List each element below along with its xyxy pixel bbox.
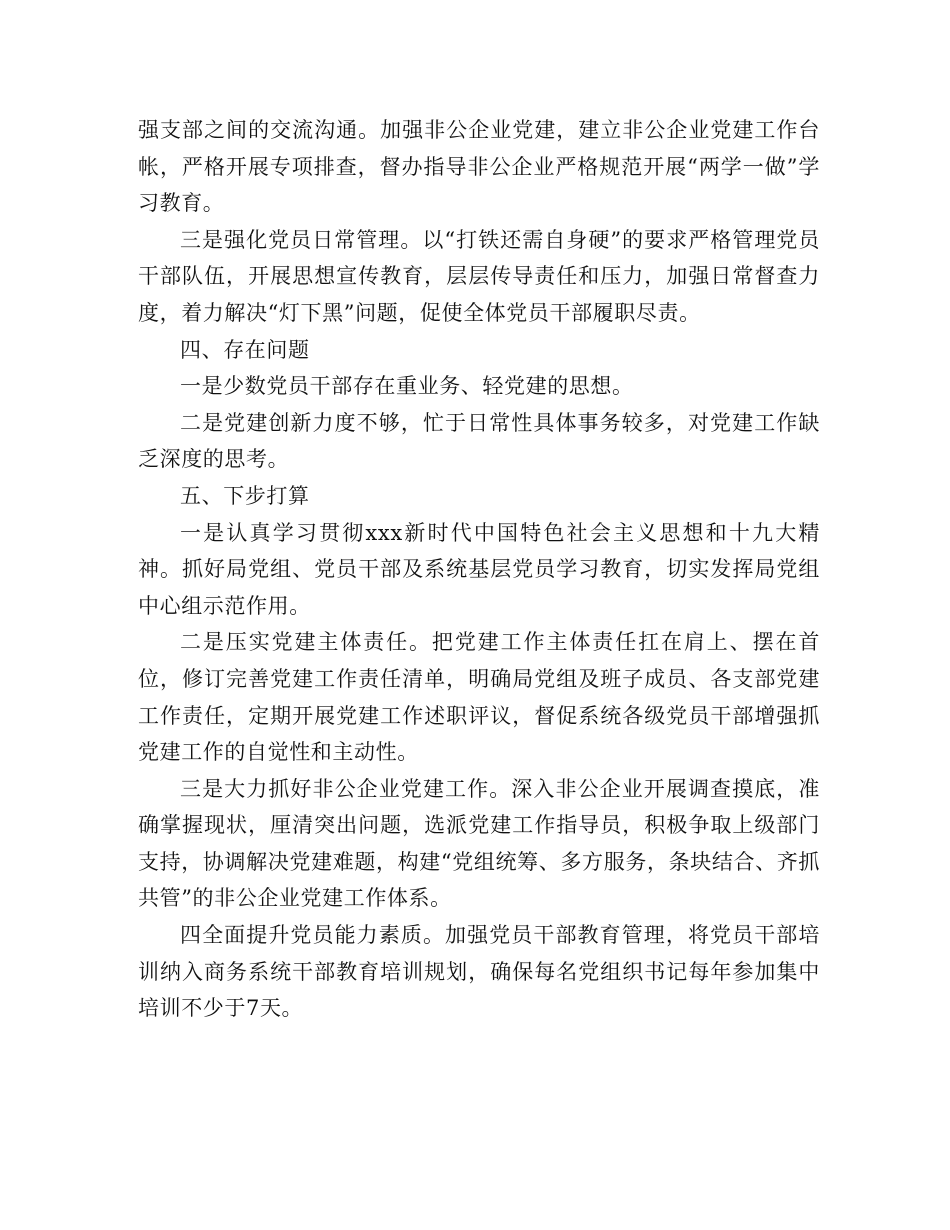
paragraph-plan-3: 三是大力抓好非公企业党建工作。深入非公企业开展调查摸底，准确掌握现状，厘清突出问题，选派党建工作指导员，积极争取上级部门支持，协调解决党建难题，构建“党组统筹、多方服务，条块结合、齐抓共管”的非公企业党建工作体系。 — [138, 776, 820, 911]
paragraph-party-member-management: 三是强化党员日常管理。以“打铁还需自身硬”的要求严格管理党员干部队伍，开展思想宣传教育，层层传导责任和压力，加强日常督查力度，着力解决“灯下黑”问题，促使全体党员干部履职尽责。 — [138, 227, 820, 325]
section-heading-problems: 四、存在问题 — [180, 337, 310, 362]
paragraph-problem-1: 一是少数党员干部存在重业务、轻党建的思想。 — [180, 374, 634, 399]
document-body — [138, 112, 820, 1027]
paragraph-plan-4: 四全面提升党员能力素质。加强党员干部教育管理，将党员干部培训纳入商务系统干部教育培训规划，确保每名党组织书记每年参加集中培训不少于7天。 — [138, 923, 820, 1021]
paragraph-problem-2: 二是党建创新力度不够，忙于日常性具体事务较多，对党建工作缺乏深度的思考。 — [138, 410, 820, 472]
paragraph-plan-2: 二是压实党建主体责任。把党建工作主体责任扛在肩上、摆在首位，修订完善党建工作责任清单，明确局党组及班子成员、各支部党建工作责任，定期开展党建工作述职评议，督促系统各级党员干部增强抓党建工作的自觉性和主动性。 — [138, 630, 820, 765]
section-heading-next-steps: 五、下步打算 — [180, 483, 310, 508]
paragraph-plan-1: 一是认真学习贯彻xxx新时代中国特色社会主义思想和十九大精神。抓好局党组、党员干部及系统基层党员学习教育，切实发挥局党组中心组示范作用。 — [138, 520, 820, 618]
paragraph-continuation: 强支部之间的交流沟通。加强非公企业党建，建立非公企业党建工作台帐，严格开展专项排查，督办指导非公企业严格规范开展“两学一做”学习教育。 — [138, 118, 820, 216]
